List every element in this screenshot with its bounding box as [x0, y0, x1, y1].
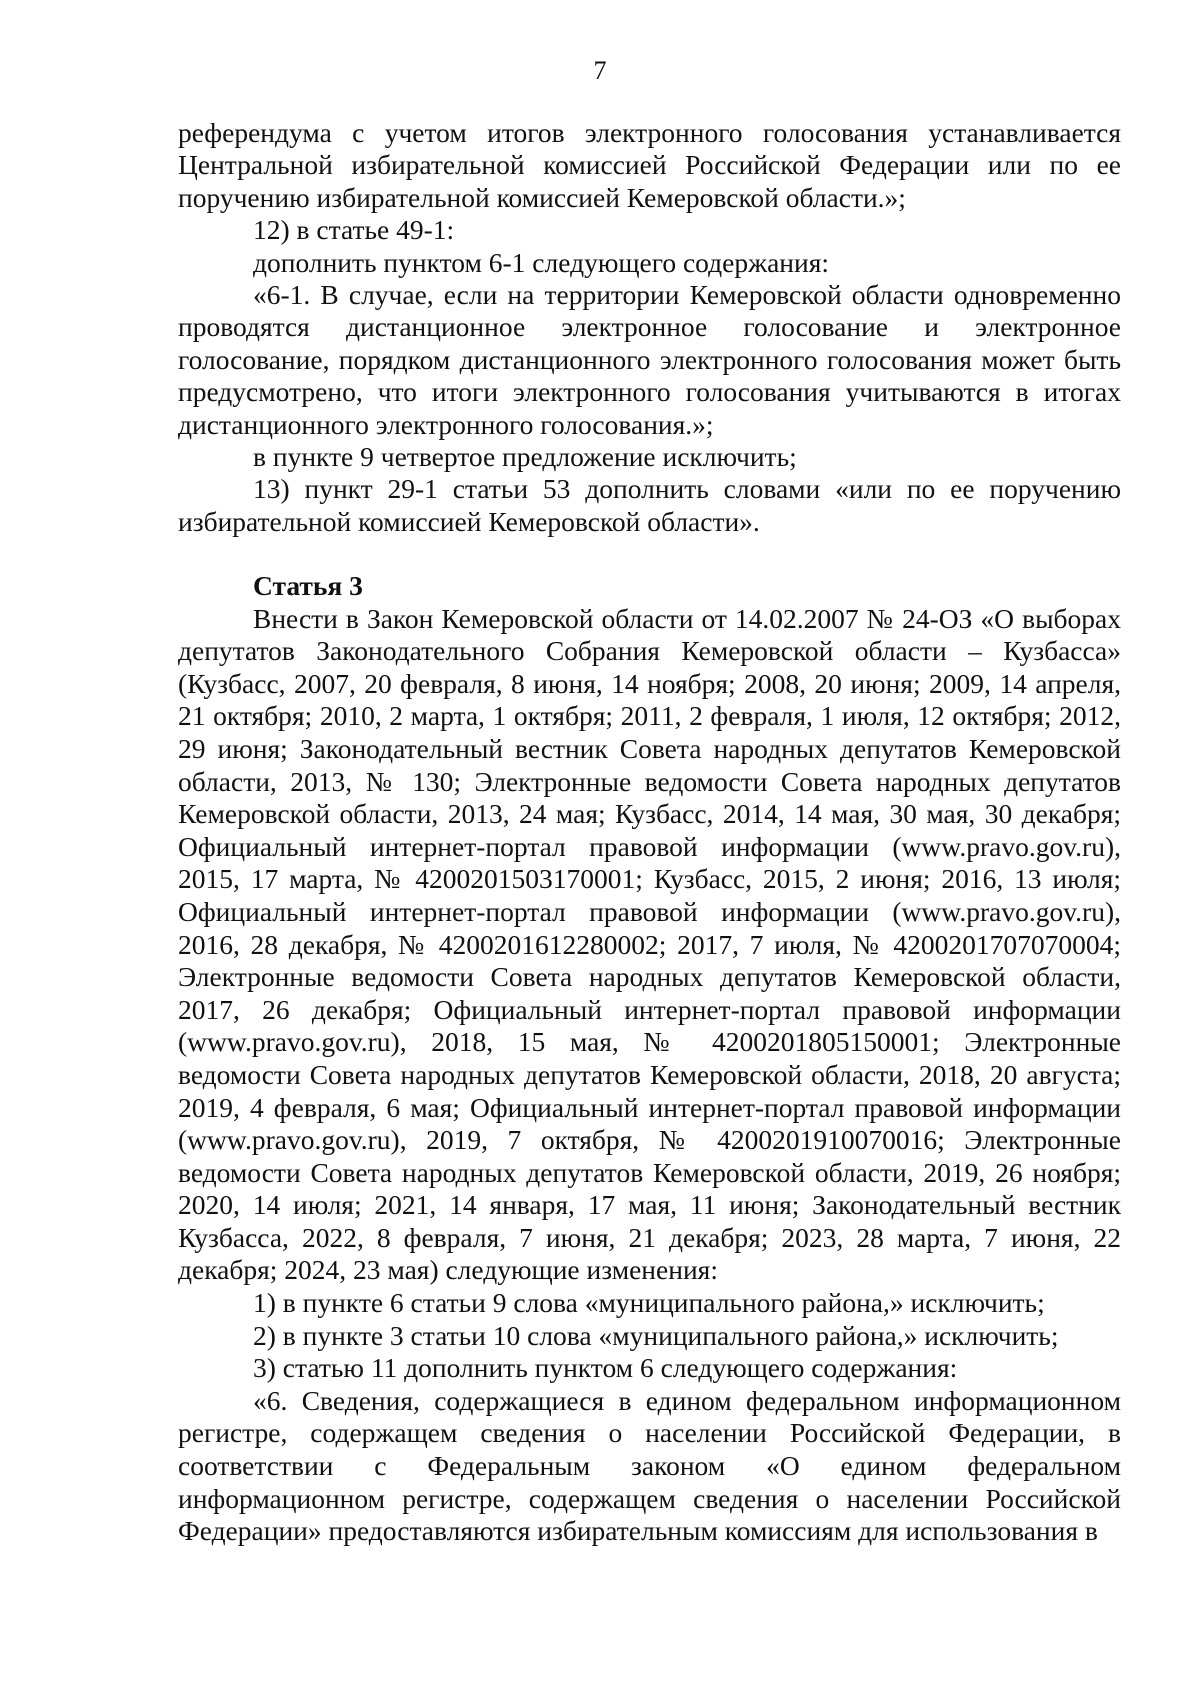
text-block-top: [178, 117, 1121, 538]
article-heading: Статья 3: [253, 570, 363, 601]
paragraph-point-9: в пункте 9 четвертое предложение исключить;: [253, 441, 797, 473]
page-number: 7: [593, 56, 607, 85]
paragraph-item-13: 13) пункт 29-1 статьи 53 дополнить словами «или по ее поручению избирательной комиссией Кемеровской области».: [178, 473, 1121, 537]
paragraph-change-3: 3) статью 11 дополнить пунктом 6 следующего содержания:: [253, 1352, 958, 1384]
paragraph-law-amendment: Внести в Закон Кемеровской области от 14.02.2007 № 24-ОЗ «О выборах депутатов Законодательного Собрания Кемеровской области – Кузбасса» (Кузбасс, 2007, 20 февраля, 8 июня, 14 ноября; 2008, 20 июня; 2009, 14 апреля, 21 октября; 2010, 2 марта, 1 октября; 2011, 2 февраля, 1 июля, 12 октября; 2012, 29 июня; Законодательный вестник Совета народных депутатов Кемеровской области, 2013, № 130; Электронные ведомости Совета народных депутатов Кемеровской области, 2013, 24 мая; Кузбасс, 2014, 14 мая, 30 мая, 30 декабря; Официальный интернет-портал правовой информации (www.pravo.gov.ru), 2015, 17 марта, № 4200201503170001; Кузбасс, 2015, 2 июня; 2016, 13 июля; Официальный интернет-портал правовой информации (www.pravo.gov.ru), 2016, 28 декабря, № 4200201612280002; 2017, 7 июля, № 4200201707070004; Электронные ведомости Совета народных депутатов Кемеровской области, 2017, 26 декабря; Официальный интернет-портал правовой информации (www.pravo.gov.ru), 2018, 15 мая, № 4200201805150001; Электронные ведомости Совета народных депутатов Кемеровской области, 2018, 20 августа; 2019, 4 февраля, 6 мая; Официальный интернет-портал правовой информации (www.pravo.gov.ru), 2019, 7 октября, № 4200201910070016; Электронные ведомости Совета народных депутатов Кемеровской области, 2019, 26 ноября; 2020, 14 июля; 2021, 14 января, 17 мая, 11 июня; Законодательный вестник Кузбасса, 2022, 8 февраля, 7 июня, 21 декабря; 2023, 28 марта, 7 июня, 22 декабря; 2024, 23 мая) следующие изменения:: [178, 602, 1121, 1286]
paragraph-quote-6: «6. Сведения, содержащиеся в едином федеральном информационном регистре, содержащем сведения о населении Российской Федерации, в соответствии с Федеральным законом «О едином федеральном информационном регистре, содержащем сведения о населении Российской Федерации» предоставляются избирательным комиссиям для использования в: [178, 1384, 1121, 1547]
paragraph-change-2: 2) в пункте 3 статьи 10 слова «муниципального района,» исключить;: [253, 1319, 1059, 1351]
text-block-article-3: [178, 570, 1121, 1548]
paragraph-add-point: дополнить пунктом 6-1 следующего содержания:: [253, 246, 830, 278]
paragraph-continuation: референдума с учетом итогов электронного голосования устанавливается Центральной избирательной комиссией Российской Федерации или по ее поручению избирательной комиссией Кемеровской области.»;: [178, 117, 1121, 213]
paragraph-quote-6-1: «6-1. В случае, если на территории Кемеровской области одновременно проводятся дистанционное электронное голосование и электронное голосование, порядком дистанционного электронного голосования может быть предусмотрено, что итоги электронного голосования учитываются в итогах дистанционного электронного голосования.»;: [178, 279, 1121, 440]
paragraph-change-1: 1) в пункте 6 статьи 9 слова «муниципального района,» исключить;: [253, 1287, 1045, 1319]
paragraph-item-12: 12) в статье 49-1:: [253, 214, 455, 246]
